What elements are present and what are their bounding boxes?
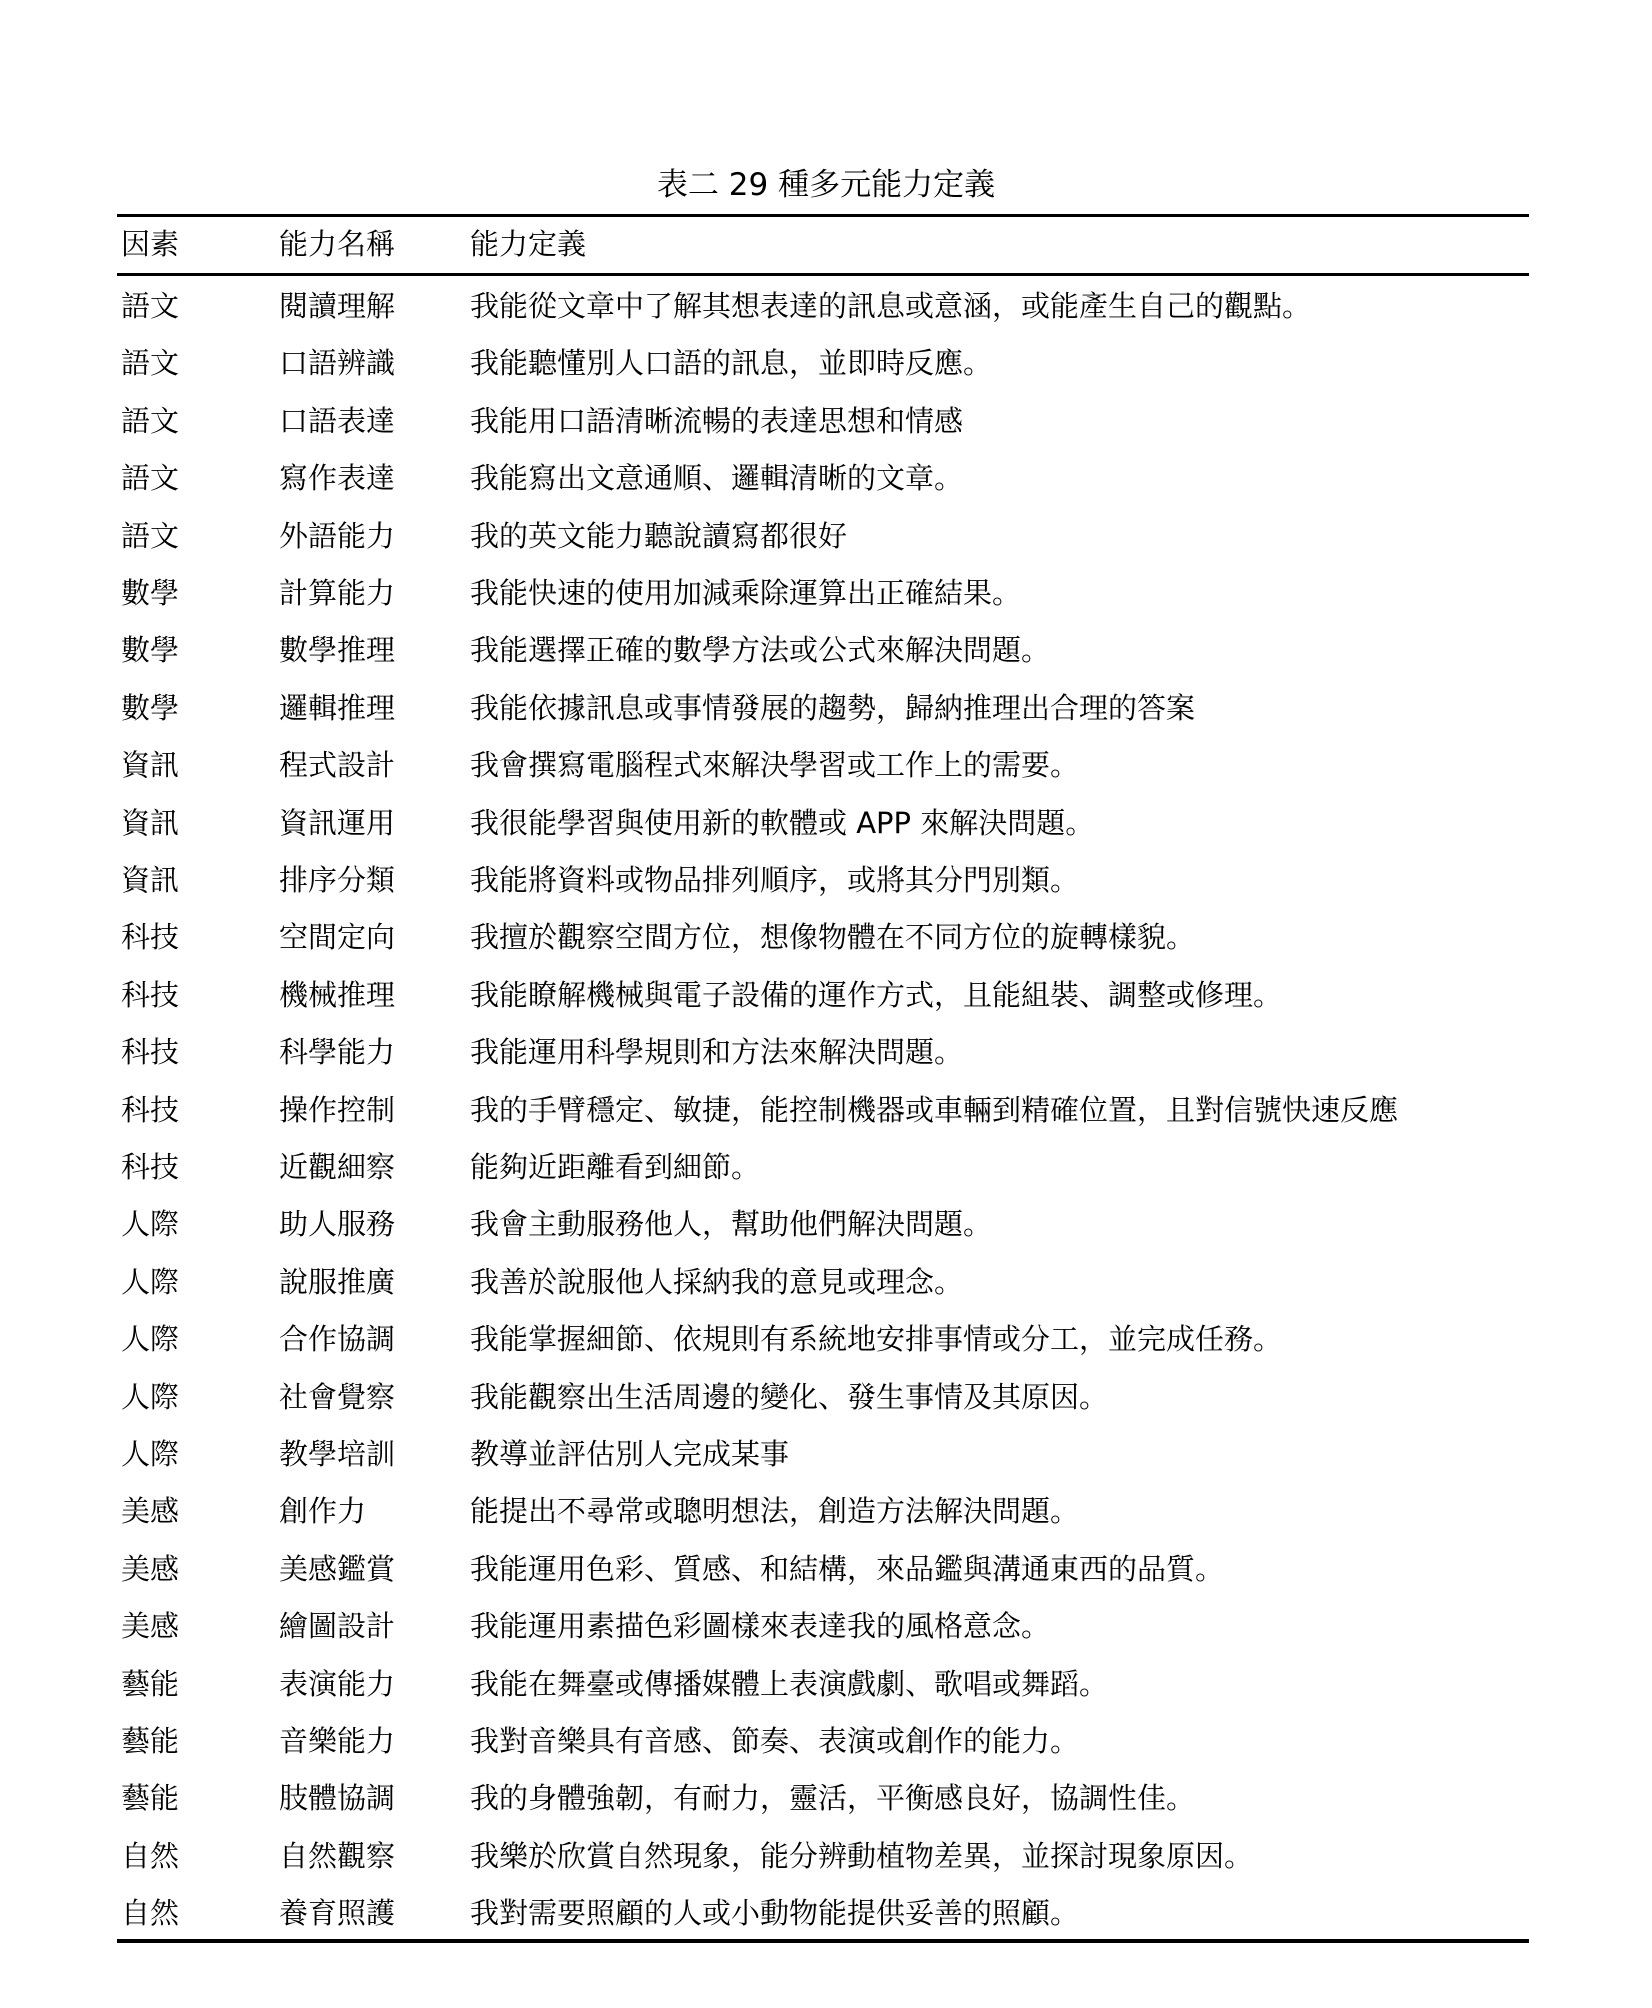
- cell-factor: 語文: [121, 403, 180, 438]
- cell-factor: 科技: [121, 920, 180, 955]
- header-ability-definition: 能力定義: [470, 227, 587, 261]
- cell-ability-name: 美感鑑賞: [279, 1551, 396, 1586]
- cell-factor: 科技: [121, 1092, 180, 1127]
- cell-factor: 科技: [121, 977, 180, 1012]
- cell-ability-name: 程式設計: [279, 748, 396, 783]
- cell-ability-name: 操作控制: [279, 1092, 396, 1127]
- table-row: [117, 909, 1529, 966]
- table-title: 表二 29 種多元能力定義: [656, 167, 996, 203]
- table-row: [117, 1770, 1529, 1827]
- cell-ability-name: 音樂能力: [279, 1724, 396, 1758]
- cell-ability-definition: 教導並評估別人完成某事: [470, 1437, 790, 1471]
- cell-ability-name: 社會覺察: [279, 1379, 396, 1414]
- table-row: [117, 508, 1529, 565]
- table-row: [117, 450, 1529, 507]
- cell-factor: 美感: [121, 1551, 180, 1586]
- cell-ability-name: 說服推廣: [279, 1264, 396, 1299]
- table-row: [117, 1196, 1529, 1253]
- table-row: [117, 565, 1529, 622]
- cell-ability-name: 口語表達: [279, 403, 396, 438]
- table-row: [117, 737, 1529, 794]
- cell-ability-name: 合作協調: [279, 1322, 396, 1357]
- table-row: [117, 335, 1529, 392]
- table-row: [117, 278, 1529, 335]
- cell-ability-name: 養育照護: [279, 1896, 396, 1931]
- table-header-rule: [117, 273, 1529, 276]
- cell-ability-definition: 我能在舞臺或傳播媒體上表演戲劇、歌唱或舞蹈。: [470, 1666, 1109, 1701]
- cell-ability-definition: 我會撰寫電腦程式來解決學習或工作上的需要。: [470, 748, 1080, 783]
- cell-factor: 自然: [121, 1838, 180, 1873]
- table-row: [117, 1254, 1529, 1311]
- cell-factor: 自然: [121, 1896, 180, 1931]
- table-bottom-rule: [117, 1939, 1529, 1943]
- cell-ability-name: 空間定向: [279, 920, 396, 955]
- cell-ability-definition: 我能用口語清晰流暢的表達思想和情感: [470, 403, 964, 438]
- table-row: [117, 680, 1529, 737]
- cell-factor: 人際: [121, 1437, 180, 1471]
- cell-ability-definition: 我能從文章中了解其想表達的訊息或意涵，或能產生自己的觀點。: [470, 289, 1312, 323]
- cell-factor: 人際: [121, 1379, 180, 1414]
- cell-ability-name: 近觀細察: [279, 1150, 396, 1184]
- cell-ability-definition: 我能寫出文意通順、邏輯清晰的文章。: [470, 461, 964, 496]
- table-row: [117, 622, 1529, 679]
- table-row: [117, 1311, 1529, 1368]
- cell-ability-definition: 我能選擇正確的數學方法或公式來解決問題。: [470, 633, 1051, 668]
- cell-ability-name: 表演能力: [279, 1666, 396, 1701]
- table-row: [117, 1082, 1529, 1139]
- cell-ability-name: 教學培訓: [279, 1437, 396, 1471]
- cell-ability-definition: 我善於說服他人採納我的意見或理念。: [470, 1264, 964, 1299]
- cell-ability-name: 邏輯推理: [279, 690, 396, 725]
- table-row: [117, 1656, 1529, 1713]
- cell-ability-definition: 我對需要照顧的人或小動物能提供妥善的照顧。: [470, 1896, 1080, 1931]
- table-row: [117, 1828, 1529, 1885]
- table-row: [117, 795, 1529, 852]
- cell-ability-definition: 我很能學習與使用新的軟體或 APP 來解決問題。: [470, 805, 1095, 840]
- table-row: [117, 1024, 1529, 1081]
- cell-factor: 藝能: [121, 1781, 180, 1816]
- cell-factor: 美感: [121, 1494, 180, 1529]
- cell-ability-name: 機械推理: [279, 977, 396, 1012]
- cell-ability-definition: 我能運用科學規則和方法來解決問題。: [470, 1035, 964, 1070]
- cell-ability-name: 計算能力: [279, 576, 396, 610]
- header-factor: 因素: [121, 227, 180, 261]
- cell-ability-name: 口語辨識: [279, 346, 396, 381]
- cell-factor: 藝能: [121, 1724, 180, 1758]
- cell-factor: 人際: [121, 1207, 180, 1242]
- cell-ability-definition: 我對音樂具有音感、節奏、表演或創作的能力。: [470, 1724, 1080, 1758]
- cell-ability-definition: 我能掌握細節、依規則有系統地安排事情或分工，並完成任務。: [470, 1322, 1283, 1357]
- cell-factor: 數學: [121, 633, 180, 668]
- cell-ability-definition: 我的手臂穩定、敏捷，能控制機器或車輛到精確位置，且對信號快速反應: [470, 1092, 1399, 1127]
- cell-factor: 科技: [121, 1035, 180, 1070]
- header-ability-name: 能力名稱: [279, 227, 396, 261]
- cell-ability-definition: 我能運用素描色彩圖樣來表達我的風格意念。: [470, 1609, 1051, 1644]
- cell-ability-definition: 我能依據訊息或事情發展的趨勢，歸納推理出合理的答案: [470, 690, 1196, 725]
- cell-ability-definition: 我會主動服務他人，幫助他們解決問題。: [470, 1207, 993, 1242]
- cell-ability-definition: 我能將資料或物品排列順序，或將其分門別類。: [470, 863, 1080, 897]
- cell-ability-definition: 我能瞭解機械與電子設備的運作方式，且能組裝、調整或修理。: [470, 977, 1283, 1012]
- cell-factor: 數學: [121, 690, 180, 725]
- table-row: [117, 852, 1529, 909]
- cell-ability-name: 外語能力: [279, 518, 396, 553]
- cell-factor: 資訊: [121, 748, 180, 783]
- cell-factor: 語文: [121, 289, 180, 323]
- table-row: [117, 1713, 1529, 1770]
- cell-ability-name: 肢體協調: [279, 1781, 396, 1816]
- cell-ability-name: 自然觀察: [279, 1838, 396, 1873]
- cell-factor: 語文: [121, 518, 180, 553]
- cell-ability-name: 寫作表達: [279, 461, 396, 496]
- cell-factor: 數學: [121, 576, 180, 610]
- table-row: [117, 1483, 1529, 1540]
- cell-factor: 美感: [121, 1609, 180, 1644]
- cell-ability-definition: 我的身體強韌，有耐力，靈活，平衡感良好，協調性佳。: [470, 1781, 1196, 1816]
- cell-ability-definition: 能提出不尋常或聰明想法，創造方法解決問題。: [470, 1494, 1080, 1529]
- cell-ability-definition: 我能觀察出生活周邊的變化、發生事情及其原因。: [470, 1379, 1109, 1414]
- cell-ability-name: 資訊運用: [279, 805, 396, 840]
- cell-factor: 資訊: [121, 863, 180, 897]
- cell-factor: 語文: [121, 346, 180, 381]
- cell-ability-definition: 我的英文能力聽說讀寫都很好: [470, 518, 848, 553]
- cell-factor: 語文: [121, 461, 180, 496]
- cell-ability-name: 助人服務: [279, 1207, 396, 1242]
- cell-ability-name: 科學能力: [279, 1035, 396, 1070]
- cell-factor: 資訊: [121, 805, 180, 840]
- cell-ability-name: 繪圖設計: [279, 1609, 396, 1644]
- cell-factor: 科技: [121, 1150, 180, 1184]
- cell-ability-name: 排序分類: [279, 863, 396, 897]
- cell-ability-definition: 我擅於觀察空間方位，想像物體在不同方位的旋轉樣貌。: [470, 920, 1196, 955]
- table-row: [117, 1369, 1529, 1426]
- cell-ability-definition: 我能快速的使用加減乘除運算出正確結果。: [470, 576, 1022, 610]
- table-row: [117, 1541, 1529, 1598]
- table-header-row: [117, 216, 1529, 273]
- cell-ability-definition: 我能聽懂別人口語的訊息，並即時反應。: [470, 346, 993, 381]
- cell-factor: 藝能: [121, 1666, 180, 1701]
- table-row: [117, 393, 1529, 450]
- cell-ability-name: 創作力: [279, 1494, 367, 1529]
- table-row: [117, 1426, 1529, 1483]
- table-row: [117, 967, 1529, 1024]
- table-row: [117, 1139, 1529, 1196]
- table-row: [117, 1885, 1529, 1942]
- cell-ability-name: 數學推理: [279, 633, 396, 668]
- cell-ability-definition: 我樂於欣賞自然現象，能分辨動植物差異，並探討現象原因。: [470, 1838, 1254, 1873]
- cell-ability-definition: 我能運用色彩、質感、和結構，來品鑑與溝通東西的品質。: [470, 1551, 1225, 1586]
- cell-ability-name: 閱讀理解: [279, 289, 396, 323]
- cell-factor: 人際: [121, 1264, 180, 1299]
- cell-factor: 人際: [121, 1322, 180, 1357]
- table-row: [117, 1598, 1529, 1655]
- cell-ability-definition: 能夠近距離看到細節。: [470, 1150, 761, 1184]
